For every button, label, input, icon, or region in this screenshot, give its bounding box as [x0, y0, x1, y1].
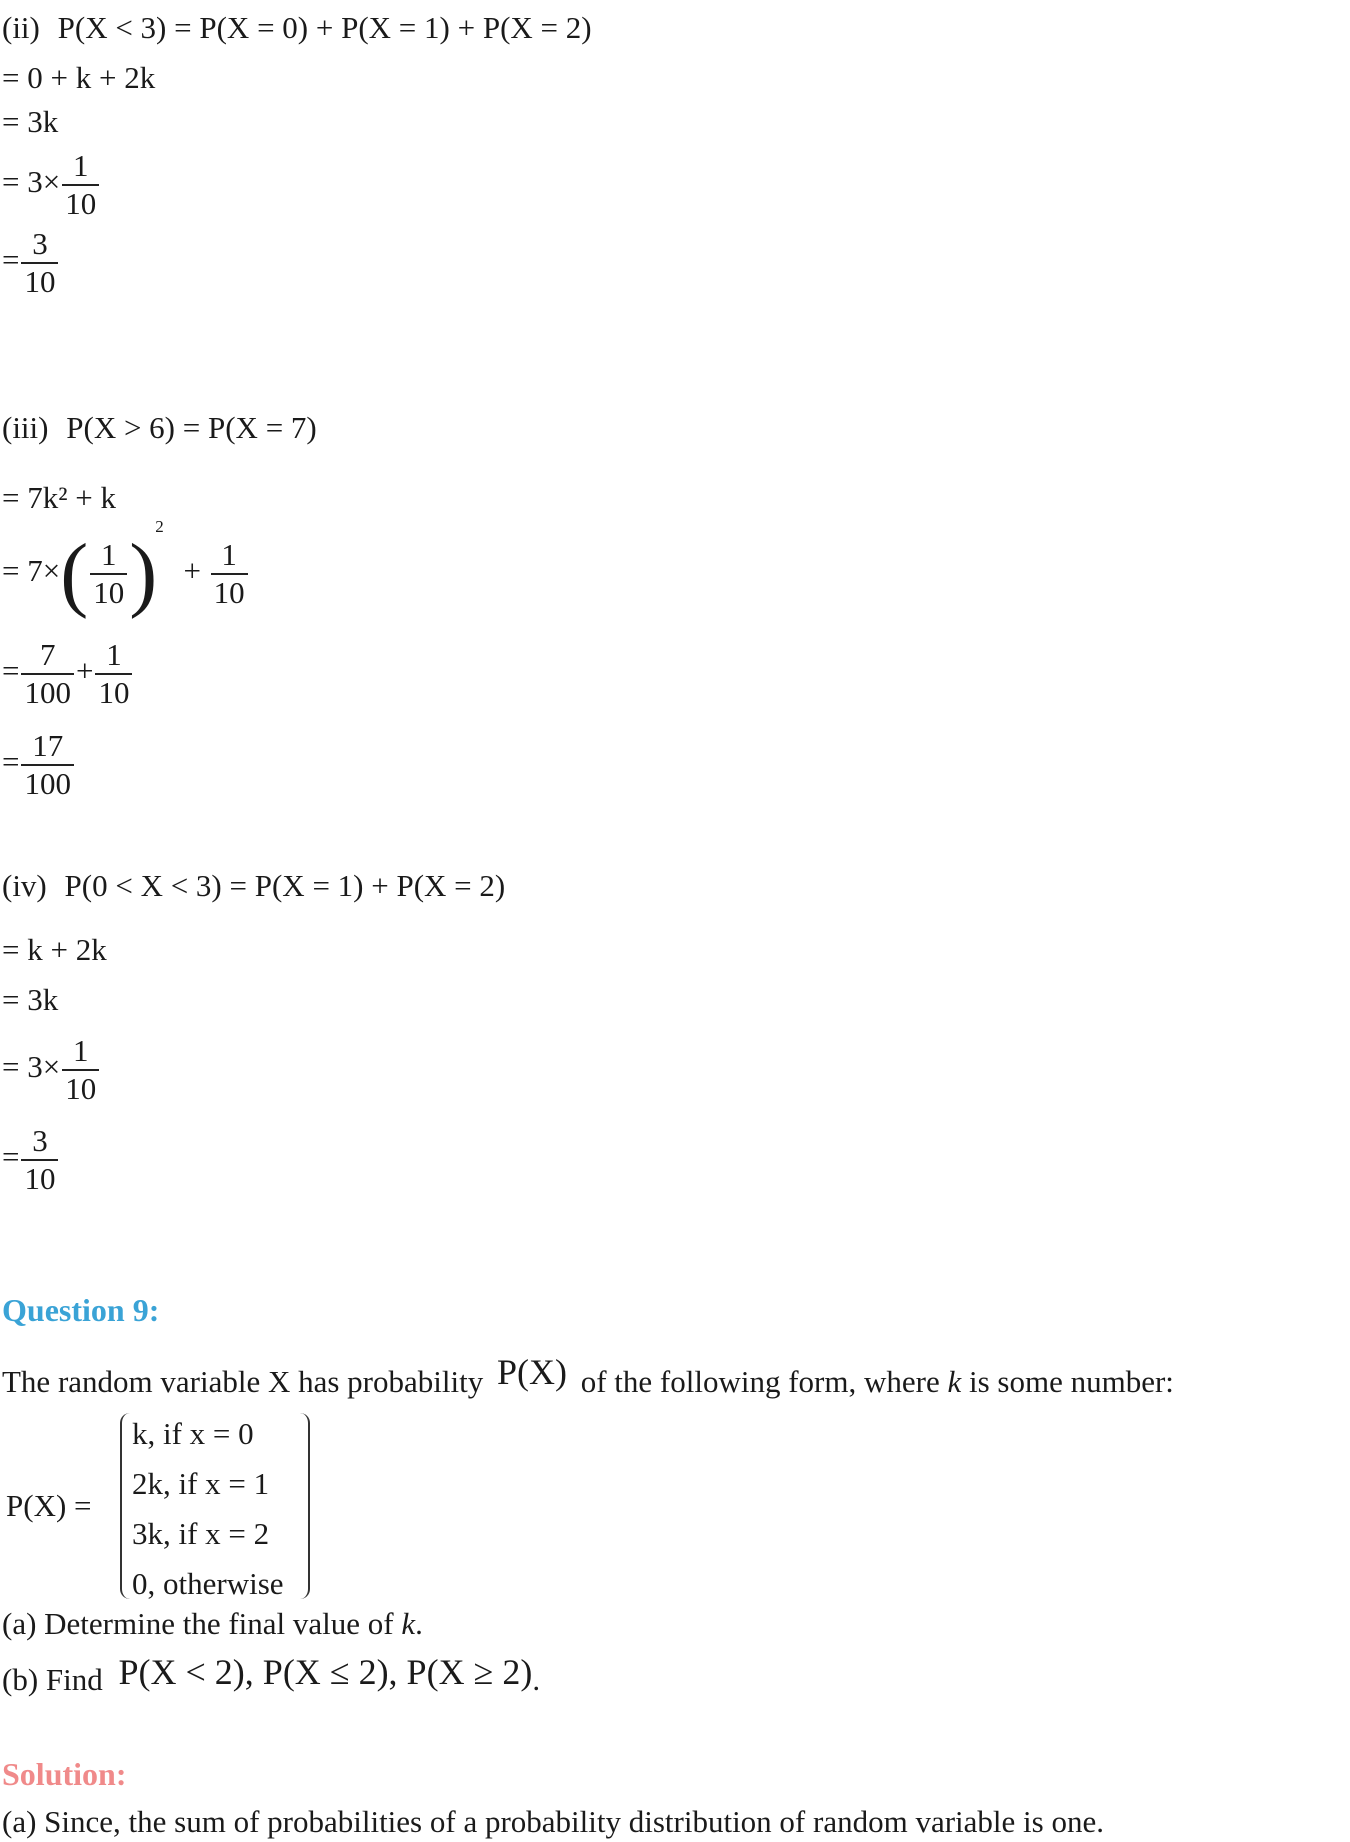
part-iii-eq: P(X > 6) = P(X = 7): [66, 410, 317, 445]
part-iv-step4-fraction: [21, 1123, 58, 1196]
fraction-numerator: 1: [90, 537, 127, 575]
intro-px: P(X): [496, 1352, 567, 1392]
part-iv-step1: = k + 2k: [2, 932, 107, 967]
fraction-numerator: 3: [21, 1123, 58, 1161]
part-ii-step3: [2, 148, 101, 221]
part-iii-step1: = 7k² + k: [2, 480, 117, 515]
part-ii-equation: [2, 12, 592, 43]
part-iii-step2: [2, 516, 250, 620]
part-iii-step4: [2, 728, 76, 801]
part-ii-step3-fraction: [62, 148, 99, 221]
part-iv-eq: P(0 < X < 3) = P(X = 1) + P(X = 2): [64, 868, 506, 903]
intro-text-b: of the following form, where: [580, 1364, 940, 1399]
fraction-denominator: 100: [24, 674, 71, 710]
case-3: 3k, if x = 2: [132, 1516, 270, 1551]
part-iii-step2-fraction: [90, 537, 127, 610]
question-heading: Question 9:: [2, 1292, 160, 1328]
plus-sign: +: [183, 553, 201, 589]
intro-text-a: The random variable X has probability: [2, 1364, 484, 1399]
part-ii-step1: = 0 + k + 2k: [2, 60, 156, 95]
part-iii-label: (iii): [2, 410, 49, 445]
part-ii-step3-pre: = 3×: [2, 163, 61, 199]
solution-line-1: (a) Since, the sum of probabilities of a probability distribution of random variable is one.: [2, 1804, 1104, 1839]
part-ii-step2: = 3k: [2, 104, 59, 139]
fraction-numerator: 1: [211, 537, 248, 575]
fraction-denominator: 100: [24, 765, 71, 801]
part-ii-step4-pre: =: [2, 241, 20, 277]
fraction-denominator: 10: [24, 263, 56, 299]
fraction-denominator: 10: [65, 185, 97, 221]
part-iv-step3: [2, 1033, 101, 1106]
part-a: [2, 1608, 423, 1639]
part-iii-step2-pre: = 7×: [2, 553, 61, 589]
plus-sign: +: [75, 652, 94, 688]
question-intro: [2, 1352, 1174, 1399]
part-iii-step3-fraction: [21, 637, 74, 710]
part-iv-label: (iv): [2, 868, 47, 903]
intro-text-c: is some number:: [968, 1364, 1174, 1399]
solution-heading: Solution:: [2, 1756, 127, 1792]
part-a-period: .: [415, 1606, 423, 1641]
part-iv-step4: [2, 1123, 60, 1196]
part-iv-step2: = 3k: [2, 982, 59, 1017]
part-iii-step4-fraction: [21, 728, 74, 801]
exponent: 2: [155, 516, 164, 536]
part-a-k: k: [401, 1606, 416, 1641]
fraction-numerator: 1: [62, 148, 99, 186]
part-ii-label: (ii): [2, 10, 40, 45]
part-b-text: (b) Find: [2, 1662, 103, 1697]
fraction-denominator: 10: [93, 575, 125, 610]
part-b-math: P(X < 2), P(X ≤ 2), P(X ≥ 2): [118, 1652, 533, 1692]
part-iv-step3-fraction: [62, 1033, 99, 1106]
left-paren: (: [60, 527, 89, 620]
part-iii-step3: [2, 637, 134, 710]
fraction-denominator: 10: [213, 575, 245, 610]
fraction-numerator: 3: [21, 226, 58, 264]
part-b-period: .: [532, 1662, 541, 1697]
part-iii-step2-fraction2: [211, 537, 248, 610]
fraction-denominator: 10: [98, 674, 130, 710]
part-iii-step3-pre: =: [2, 652, 20, 688]
fraction-numerator: 1: [95, 637, 132, 675]
part-iv-equation: [2, 870, 505, 901]
case-4: 0, otherwise: [132, 1566, 284, 1601]
part-iii-step3-fraction2: [95, 637, 132, 710]
part-iii-equation: [2, 412, 317, 443]
part-iii-step4-pre: =: [2, 743, 20, 779]
fraction-numerator: 7: [21, 637, 74, 675]
right-paren: ): [129, 527, 158, 620]
part-iv-step3-pre: = 3×: [2, 1048, 61, 1084]
part-ii-step4: [2, 226, 60, 299]
intro-k: k: [947, 1364, 962, 1399]
px-label: P(X) =: [6, 1488, 92, 1523]
case-1: k, if x = 0: [132, 1416, 254, 1451]
part-b: [2, 1652, 541, 1697]
fraction-denominator: 10: [65, 1070, 97, 1106]
case-2: 2k, if x = 1: [132, 1466, 270, 1501]
fraction-denominator: 10: [24, 1160, 56, 1196]
part-a-text: (a) Determine the final value of: [2, 1606, 394, 1641]
part-iv-step4-pre: =: [2, 1138, 20, 1174]
fraction-numerator: 1: [62, 1033, 99, 1071]
fraction-numerator: 17: [21, 728, 74, 766]
part-ii-step4-fraction: [21, 226, 58, 299]
part-ii-eq: P(X < 3) = P(X = 0) + P(X = 1) + P(X = 2): [57, 10, 592, 45]
